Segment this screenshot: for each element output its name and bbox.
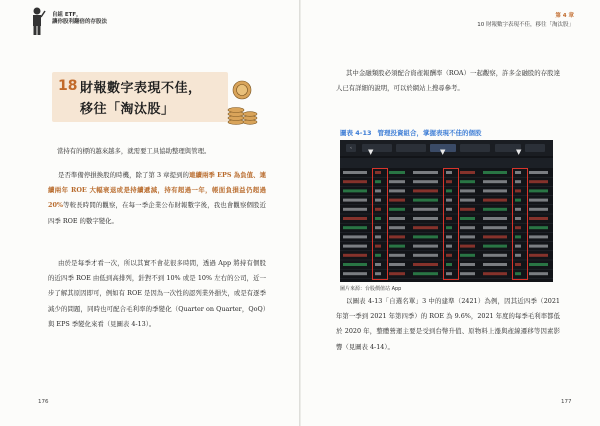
arrow-down-icon: ▼ <box>516 148 522 156</box>
table-cell-placeholder <box>529 226 548 229</box>
table-cell-placeholder <box>460 199 475 202</box>
paragraph-text: 等較長時間的觀察，在每一季企業公布財報數字後，我也會觀察個股近四季 ROE 的數字變化。 <box>48 201 266 225</box>
table-cell-placeholder <box>389 272 405 275</box>
table-cell-placeholder <box>483 171 507 174</box>
figure-number: 圖表 4-13 <box>340 129 372 137</box>
paragraph <box>48 168 266 229</box>
table-cell-placeholder <box>460 226 475 229</box>
table-cell-placeholder <box>389 189 405 192</box>
table-cell-placeholder <box>389 254 405 257</box>
table-cell-placeholder <box>529 235 548 238</box>
table-cell-placeholder <box>343 180 367 183</box>
highlight-box <box>443 168 459 280</box>
left-header-line: 讓你股利翻倍的存股法 <box>52 19 108 25</box>
table-cell-placeholder <box>343 235 367 238</box>
table-cell-placeholder <box>460 263 475 266</box>
table-cell-placeholder <box>529 171 548 174</box>
paragraph: 其中金融類股必須配合資產報酬率（ROA）一起觀察，許多金融股的存股達人已有詳細的說明，可以於網站上搜尋參考。 <box>336 69 560 93</box>
table-cell-placeholder <box>413 217 438 220</box>
table-cell-placeholder <box>389 217 405 220</box>
table-cell-placeholder <box>343 208 367 211</box>
table-cell-placeholder <box>483 208 507 211</box>
table-cell-placeholder <box>483 180 507 183</box>
table-cell-placeholder <box>529 208 548 211</box>
back-arrow-icon: ‹ <box>346 144 356 152</box>
table-cell-placeholder <box>389 235 405 238</box>
table-cell-placeholder <box>343 254 367 257</box>
table-cell-placeholder <box>460 254 475 257</box>
table-cell-placeholder <box>343 245 367 248</box>
table-cell-placeholder <box>389 199 405 202</box>
table-cell-placeholder <box>460 272 475 275</box>
table-cell-placeholder <box>483 189 507 192</box>
table-cell-placeholder <box>460 208 475 211</box>
table-cell-placeholder <box>529 245 548 248</box>
right-header <box>477 11 574 28</box>
arrow-down-icon: ▼ <box>368 148 374 156</box>
page-number: 177 <box>561 399 572 405</box>
table-cell-placeholder <box>413 245 438 248</box>
figure-caption: 管理投資組合，掌握表現不佳的個股 <box>377 129 482 137</box>
table-cell-placeholder <box>413 199 438 202</box>
table-cell-placeholder <box>460 217 475 220</box>
table-cell-placeholder <box>413 180 438 183</box>
paragraph: 由於是每季才看一次，所以其實不會花很多時間，透過 App 將持有個股的近四季 ROE 由低到高排列，針對不到 10% 或是 10% 左右的公司，近一步了解其原因即可，例如有 ROE 是因為一次性的認列業外損失，或是有逐季減少的問題，同時也可配合毛利率的季變化（Quarter on Quarter，QoQ）與 EPS 季變化來看（見圖表 4-13）。 <box>48 259 266 328</box>
table-cell-placeholder <box>483 272 507 275</box>
table-cell-placeholder <box>343 263 367 266</box>
page-number: 176 <box>38 399 49 405</box>
app-tab <box>460 144 490 152</box>
table-cell-placeholder <box>529 217 548 220</box>
table-cell-placeholder <box>413 171 438 174</box>
table-cell-placeholder <box>529 199 548 202</box>
app-tab <box>396 144 426 152</box>
table-cell-placeholder <box>413 208 438 211</box>
figure-source: 圖片來源：台股價值站 App <box>340 286 402 292</box>
section-title-line1: 財報數字表現不佳， <box>80 81 202 96</box>
table-cell-placeholder <box>343 199 367 202</box>
header-person-icon <box>28 6 46 36</box>
paragraph-text: 是否準備停損換股的時機，除了第 3 章提到的 <box>58 171 190 179</box>
table-cell-placeholder <box>389 208 405 211</box>
table-cell-placeholder <box>389 180 405 183</box>
table-cell-placeholder <box>413 254 438 257</box>
table-cell-placeholder <box>343 226 367 229</box>
table-cell-placeholder <box>529 180 548 183</box>
table-cell-placeholder <box>483 245 507 248</box>
column-header-row <box>340 158 553 168</box>
table-cell-placeholder <box>460 189 475 192</box>
table-cell-placeholder <box>529 254 548 257</box>
table-cell-placeholder <box>413 235 438 238</box>
arrow-down-icon: ▼ <box>440 148 446 156</box>
section-number: 18 <box>58 78 78 94</box>
app-screenshot-figure <box>340 140 553 282</box>
chapter-label: 第 4 章 <box>555 13 574 19</box>
table-cell-placeholder <box>389 245 405 248</box>
table-cell-placeholder <box>529 272 548 275</box>
table-cell-placeholder <box>343 272 367 275</box>
paragraph: 以圖表 4-13「自選名單」3 中的建準（2421）為例，因其近四季（2021 年第一季到 2021 年第四季）的 ROE 為 9.6%，2021 年度的每季毛利率都低於 2020 年，整體營運主要是受到台幣升值、原物料上漲與產線遷移等因素影響（見圖表 4-14）。 <box>336 297 560 351</box>
table-cell-placeholder <box>389 263 405 266</box>
table-cell-placeholder <box>460 180 475 183</box>
table-cell-placeholder <box>413 226 438 229</box>
table-cell-placeholder <box>460 245 475 248</box>
paragraph: 當持有的標的越來越多，就需要工具協助整理與管理。 <box>57 147 211 155</box>
table-cell-placeholder <box>529 189 548 192</box>
section-title-box <box>52 72 228 122</box>
app-tab <box>525 144 545 152</box>
coin-stack-icon <box>226 80 258 126</box>
left-header-line: 自組 ETF， <box>52 12 82 18</box>
table-cell-placeholder <box>460 235 475 238</box>
figure-title <box>340 128 570 137</box>
app-tab <box>362 144 392 152</box>
right-header-subtitle: 10 財報數字表現不佳，移往「淘汰股」 <box>477 22 574 28</box>
table-cell-placeholder <box>413 189 438 192</box>
section-title-line2: 移往「淘汰股」 <box>80 102 175 117</box>
table-cell-placeholder <box>529 263 548 266</box>
highlight-box <box>372 168 388 280</box>
highlighted-text: 連續兩季 EPS 為負值、連續兩年 ROE 大幅衰退或是持續遞減，持有超過一年，帳面負損益仍超過 20% <box>48 171 266 210</box>
table-cell-placeholder <box>483 226 507 229</box>
table-cell-placeholder <box>413 272 438 275</box>
table-cell-placeholder <box>389 171 405 174</box>
table-cell-placeholder <box>483 235 507 238</box>
left-header <box>52 12 107 26</box>
table-cell-placeholder <box>483 199 507 202</box>
table-cell-placeholder <box>483 217 507 220</box>
highlight-box <box>512 168 528 280</box>
table-cell-placeholder <box>389 226 405 229</box>
table-cell-placeholder <box>343 171 367 174</box>
table-cell-placeholder <box>483 263 507 266</box>
table-cell-placeholder <box>343 217 367 220</box>
table-cell-placeholder <box>460 171 475 174</box>
table-cell-placeholder <box>483 254 507 257</box>
table-cell-placeholder <box>413 263 438 266</box>
table-cell-placeholder <box>343 189 367 192</box>
